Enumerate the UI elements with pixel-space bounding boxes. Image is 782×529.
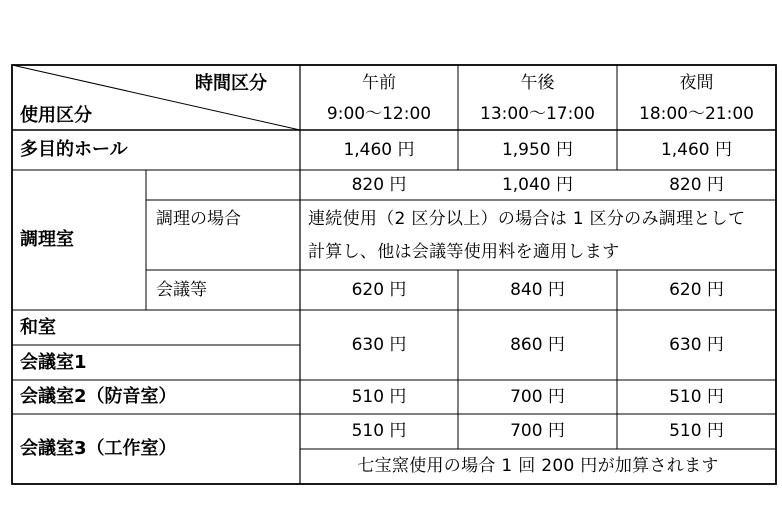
cooking-note-line2: 計算し、他は会議等使用料を適用します bbox=[308, 241, 620, 262]
price-cell: 630 円 bbox=[351, 334, 407, 355]
price-cell: 700 円 bbox=[510, 386, 565, 407]
kiln-surcharge-note: 七宝窯使用の場合 1 回 200 円が加算されます bbox=[357, 456, 719, 476]
period-morning-time: 9:00〜12:00 bbox=[326, 103, 432, 124]
price-cell: 1,950 円 bbox=[501, 139, 574, 160]
price-cell: 510 円 bbox=[351, 386, 407, 407]
period-afternoon-name: 午後 bbox=[520, 72, 555, 93]
price-cell: 620 円 bbox=[669, 279, 724, 300]
row-label-multipurpose-hall: 多目的ホール bbox=[20, 139, 128, 160]
row-label-cooking-room: 調理室 bbox=[20, 229, 74, 250]
period-night-time: 18:00〜21:00 bbox=[639, 103, 754, 124]
price-cell: 620 円 bbox=[351, 279, 407, 300]
row-label-meeting-room-3: 会議室3（工作室） bbox=[20, 438, 177, 459]
row-label-meeting-room-1: 会議室1 bbox=[20, 351, 87, 373]
price-cell: 510 円 bbox=[669, 386, 724, 407]
row-label-meeting-room-2: 会議室2（防音室） bbox=[20, 386, 177, 407]
usage-division-label: 使用区分 bbox=[20, 105, 92, 126]
price-cell: 630 円 bbox=[669, 334, 724, 355]
price-cell: 510 円 bbox=[669, 421, 724, 441]
sub-label-cooking: 調理の場合 bbox=[156, 208, 241, 229]
price-cell: 820 円 bbox=[669, 174, 724, 195]
period-night-name: 夜間 bbox=[679, 72, 714, 93]
price-cell: 1,040 円 bbox=[501, 174, 574, 195]
price-cell: 1,460 円 bbox=[343, 139, 415, 160]
period-morning-name: 午前 bbox=[362, 72, 396, 93]
time-division-label: 時間区分 bbox=[195, 73, 267, 94]
price-cell: 1,460 円 bbox=[660, 139, 733, 160]
row-label-japanese-room: 和室 bbox=[20, 316, 56, 338]
cooking-note-line1: 連続使用（2 区分以上）の場合は 1 区分のみ調理として bbox=[308, 208, 746, 229]
sub-label-meeting: 会議等 bbox=[156, 279, 207, 300]
price-cell: 840 円 bbox=[510, 279, 565, 300]
period-afternoon-time: 13:00〜17:00 bbox=[480, 103, 595, 124]
price-cell: 510 円 bbox=[351, 421, 407, 441]
price-cell: 700 円 bbox=[510, 421, 565, 441]
price-cell: 860 円 bbox=[510, 334, 565, 355]
price-cell: 820 円 bbox=[351, 174, 407, 195]
